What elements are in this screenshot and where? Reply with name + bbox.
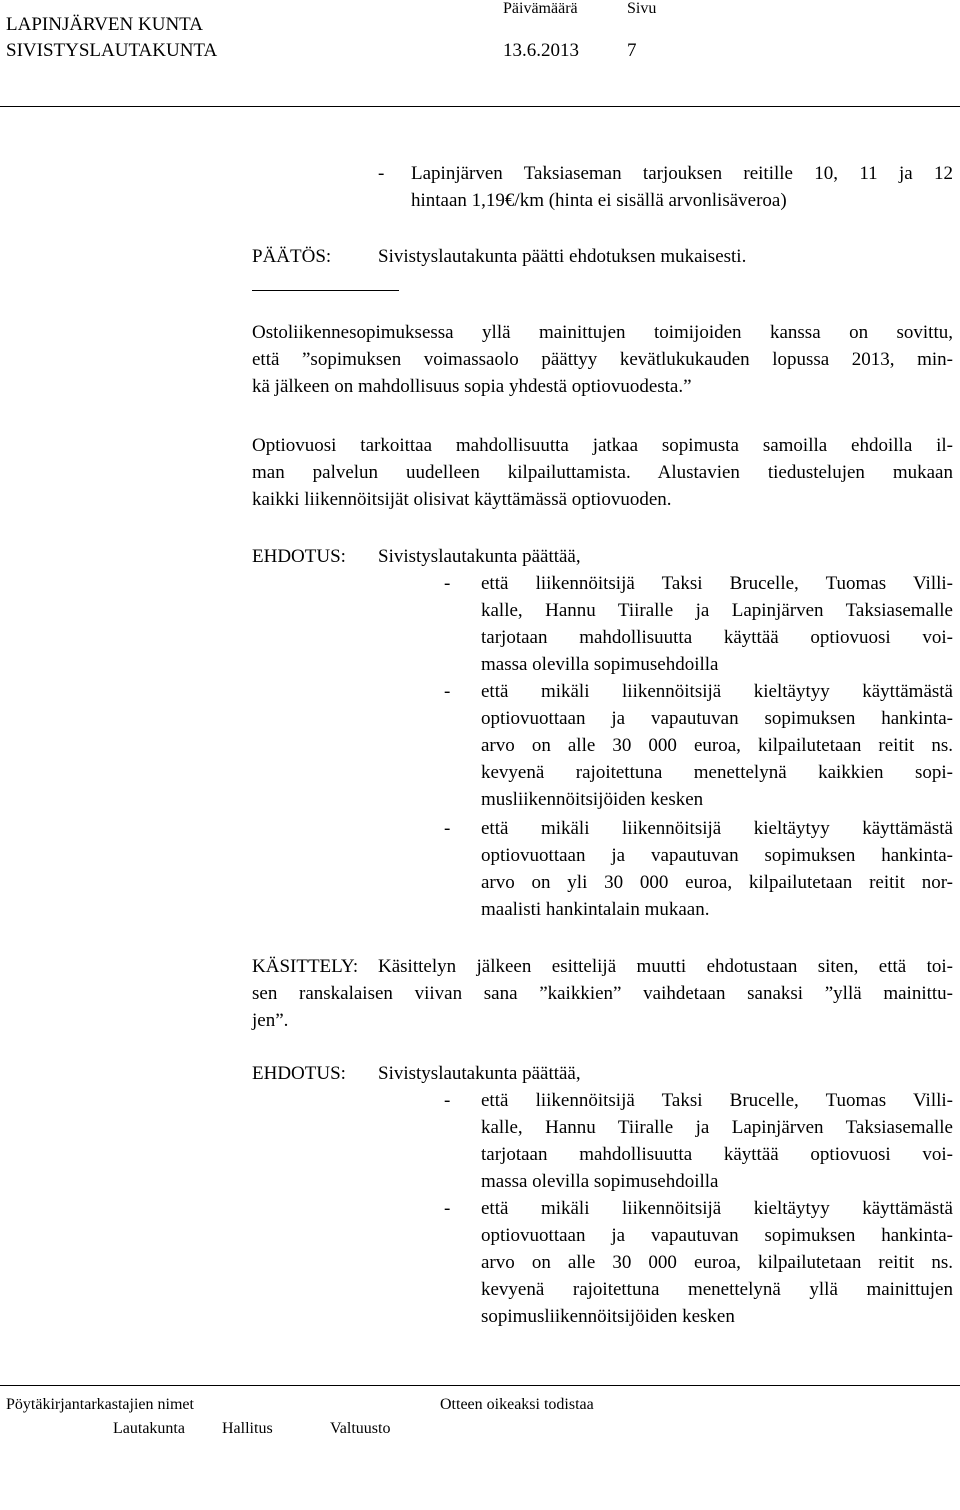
ehdotus2-item2-line1: että mikäli liikennöitsijä kieltäytyy käyttämästä: [481, 1198, 953, 1219]
ehdotus2-item2-line4: kevyenä rajoitettuna menettelynä yllä mainittujen: [481, 1279, 953, 1300]
verifiers-label: Pöytäkirjantarkastajien nimet: [6, 1396, 194, 1413]
ehdotus1-item2-line1: että mikäli liikennöitsijä kieltäytyy käyttämästä: [481, 681, 953, 702]
paatos-label: PÄÄTÖS:: [252, 246, 332, 267]
certify-label: Otteen oikeaksi todistaa: [440, 1396, 594, 1413]
document-date: 13.6.2013: [503, 40, 579, 61]
page-number: 7: [627, 40, 637, 61]
ehdotus2-item2-line5: sopimusliikennöitsijöiden kesken: [481, 1306, 735, 1327]
ehdotus2-item2-line3: arvo on alle 30 000 euroa, kilpailutetaan reitit ns.: [481, 1252, 953, 1273]
kasittely-line-2: sen ranskalaisen viivan sana ”kaikkien” vaihdetaan sanaksi ”yllä mainittu-: [252, 983, 953, 1004]
ehdotus1-item3-line1: että mikäli liikennöitsijä kieltäytyy käyttämästä: [481, 818, 953, 839]
ehdotus1-item1-line4: massa olevilla sopimusehdoilla: [481, 654, 719, 675]
ehdotus2-item2-line2: optiovuottaan ja vapautuvan sopimuksen hankinta-: [481, 1225, 953, 1246]
ehdotus1-item2-line2: optiovuottaan ja vapautuvan sopimuksen hankinta-: [481, 708, 953, 729]
section-underline: [252, 290, 399, 291]
department-name: SIVISTYSLAUTAKUNTA: [6, 40, 218, 61]
ehdotus1-item3-line4: maalisti hankintalain mukaan.: [481, 899, 710, 920]
signer-valtuusto: Valtuusto: [330, 1420, 391, 1437]
ehdotus1-item2-line4: kevyenä rajoitettuna menettelynä kaikkien sopi-: [481, 762, 953, 783]
signer-hallitus: Hallitus: [222, 1420, 273, 1437]
kasittely-line-1: Käsittelyn jälkeen esittelijä muutti ehdotustaan siten, että toi-: [378, 956, 953, 977]
ehdotus1-item3-line3: arvo on yli 30 000 euroa, kilpailutetaan reitit nor-: [481, 872, 953, 893]
ehdotus2-item1-dash: -: [444, 1090, 451, 1111]
ehdotus2-item1-line3: tarjotaan mahdollisuutta käyttää optiovuosi voi-: [481, 1144, 953, 1165]
ehdotus1-intro: Sivistyslautakunta päättää,: [378, 546, 581, 567]
ehdotus1-item1-line2: kalle, Hannu Tiiralle ja Lapinjärven Taksiasemalle: [481, 600, 953, 621]
ehdotus1-label: EHDOTUS:: [252, 546, 346, 567]
kasittely-label: KÄSITTELY:: [252, 956, 359, 977]
ehdotus1-item3-dash: -: [444, 818, 451, 839]
ehdotus1-item2-line5: musliikennöitsijöiden kesken: [481, 789, 704, 810]
footer-divider: [0, 1385, 960, 1386]
bullet-line-1: Lapinjärven Taksiaseman tarjouksen reitille 10, 11 ja 12: [411, 163, 953, 184]
ehdotus1-item1-line1: että liikennöitsijä Taksi Brucelle, Tuomas Villi-: [481, 573, 953, 594]
ehdotus2-intro: Sivistyslautakunta päättää,: [378, 1063, 581, 1084]
header-divider: [0, 106, 960, 107]
paatos-text: Sivistyslautakunta päätti ehdotuksen mukaisesti.: [378, 246, 747, 267]
ehdotus1-item2-line3: arvo on alle 30 000 euroa, kilpailutetaan reitit ns.: [481, 735, 953, 756]
organization-name: LAPINJÄRVEN KUNTA: [6, 14, 203, 35]
ehdotus2-item1-line2: kalle, Hannu Tiiralle ja Lapinjärven Taksiasemalle: [481, 1117, 953, 1138]
para1-line-3: kä jälkeen on mahdollisuus sopia yhdestä optiovuodesta.”: [252, 376, 692, 397]
ehdotus1-item2-dash: -: [444, 681, 451, 702]
ehdotus1-item1-line3: tarjotaan mahdollisuutta käyttää optiovuosi voi-: [481, 627, 953, 648]
para1-line-1: Ostoliikennesopimuksessa yllä mainittujen toimijoiden kanssa on sovittu,: [252, 322, 953, 343]
para2-line-1: Optiovuosi tarkoittaa mahdollisuutta jatkaa sopimusta samoilla ehdoilla il-: [252, 435, 953, 456]
ehdotus1-item1-dash: -: [444, 573, 451, 594]
kasittely-line-3: jen”.: [252, 1010, 289, 1031]
bullet-dash: -: [378, 163, 385, 184]
ehdotus1-item3-line2: optiovuottaan ja vapautuvan sopimuksen hankinta-: [481, 845, 953, 866]
signer-lautakunta: Lautakunta: [113, 1420, 185, 1437]
page-label: Sivu: [627, 0, 657, 17]
ehdotus2-item1-line1: että liikennöitsijä Taksi Brucelle, Tuomas Villi-: [481, 1090, 953, 1111]
ehdotus2-item2-dash: -: [444, 1198, 451, 1219]
para1-line-2: että ”sopimuksen voimassaolo päättyy kevätlukukauden lopussa 2013, min-: [252, 349, 953, 370]
date-label: Päivämäärä: [503, 0, 578, 17]
para2-line-3: kaikki liikennöitsijät olisivat käyttämässä optiovuoden.: [252, 489, 672, 510]
para2-line-2: man palvelun uudelleen kilpailuttamista. Alustavien tiedustelujen mukaan: [252, 462, 953, 483]
bullet-line-2: hintaan 1,19€/km (hinta ei sisällä arvonlisäveroa): [411, 190, 787, 211]
ehdotus2-label: EHDOTUS:: [252, 1063, 346, 1084]
ehdotus2-item1-line4: massa olevilla sopimusehdoilla: [481, 1171, 719, 1192]
